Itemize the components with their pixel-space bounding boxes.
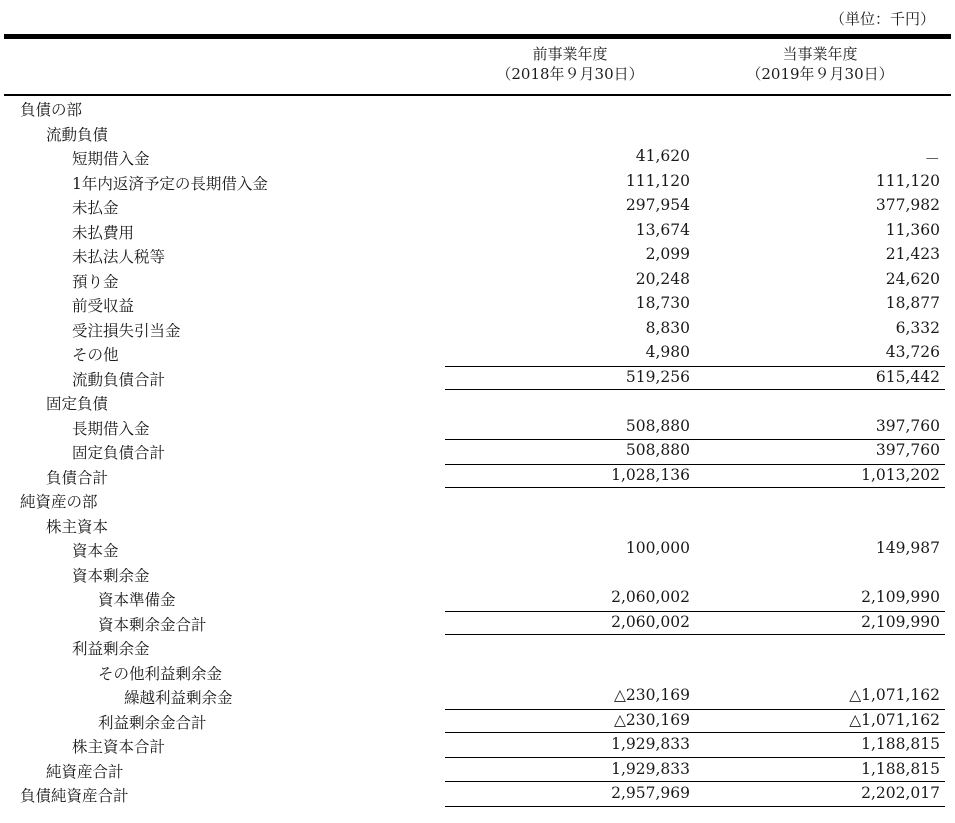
table-row	[0, 96, 955, 121]
value-curr: 21,423	[885, 245, 940, 263]
subtotal-rule	[695, 464, 945, 465]
table-row	[0, 439, 955, 464]
header-prev-title: 前事業年度	[532, 45, 608, 63]
value-curr: 1,013,202	[861, 465, 940, 484]
subtotal-rule	[445, 709, 695, 710]
row-label: 資本金	[72, 542, 119, 560]
value-prev: 519,256	[625, 367, 690, 386]
table-row	[0, 782, 955, 807]
table-row	[0, 292, 955, 317]
table-row	[0, 586, 955, 611]
row-label: 前受収益	[72, 297, 135, 315]
value-prev: 2,060,002	[611, 588, 690, 606]
table-row	[0, 170, 955, 195]
row-label: 1年内返済予定の長期借入金	[72, 174, 268, 193]
value-curr: －	[924, 150, 940, 168]
value-prev: 111,120	[625, 171, 690, 190]
table-row	[0, 562, 955, 587]
row-label: 固定負債	[46, 395, 109, 413]
subtotal-rule	[695, 611, 945, 612]
header-prev-period	[445, 44, 695, 84]
row-label: 預り金	[72, 272, 119, 291]
table-row	[0, 733, 955, 758]
table-row	[0, 390, 955, 415]
table-row	[0, 243, 955, 268]
row-label: 株主資本合計	[72, 738, 166, 756]
value-prev: 4,980	[645, 343, 690, 361]
value-prev: 2,099	[645, 245, 690, 263]
row-label: 純資産の部	[20, 493, 98, 511]
row-label: 負債の部	[20, 101, 83, 119]
value-prev: 8,830	[645, 318, 690, 337]
value-curr: 615,442	[875, 367, 940, 386]
row-label: 未払法人税等	[72, 248, 166, 266]
row-label: 固定負債合計	[72, 444, 166, 462]
header-curr-title: 当事業年度	[782, 45, 858, 63]
table-row	[0, 121, 955, 146]
row-label: 未払金	[72, 199, 119, 217]
table-row	[0, 684, 955, 709]
value-prev: 1,929,833	[611, 735, 690, 753]
value-curr: 2,202,017	[861, 784, 940, 802]
value-prev: 508,880	[625, 441, 690, 459]
value-prev: 41,620	[635, 147, 690, 165]
value-curr: 43,726	[885, 343, 940, 361]
value-prev: 1,929,833	[611, 759, 690, 778]
total-rule	[695, 806, 945, 807]
value-curr: 397,760	[875, 416, 940, 435]
value-curr: 377,982	[875, 196, 940, 214]
row-label: 繰越利益剰余金	[124, 689, 233, 707]
row-label: 長期借入金	[72, 419, 150, 438]
row-label: 流動負債	[46, 125, 109, 144]
table-row	[0, 709, 955, 734]
row-label: 負債純資産合計	[20, 787, 129, 805]
value-prev: 100,000	[625, 539, 690, 557]
table-row	[0, 341, 955, 366]
table-row	[0, 513, 955, 538]
row-label: 資本剰余金合計	[98, 615, 207, 634]
value-prev: 18,730	[635, 294, 690, 312]
value-prev: 508,880	[625, 416, 690, 435]
value-curr: 149,987	[875, 539, 940, 557]
table-row	[0, 194, 955, 219]
table-row	[0, 660, 955, 685]
top-rule	[4, 34, 951, 39]
table-row	[0, 464, 955, 489]
table-row	[0, 219, 955, 244]
unit-label: （単位：千円）	[829, 10, 935, 28]
value-prev: △230,169	[613, 710, 690, 729]
subtotal-rule	[695, 709, 945, 710]
subtotal-rule	[695, 366, 945, 367]
table-row	[0, 415, 955, 440]
value-curr: 18,877	[885, 294, 940, 312]
value-curr: 24,620	[885, 269, 940, 288]
value-curr: 1,188,815	[861, 735, 940, 753]
total-rule	[445, 806, 695, 807]
row-label: 純資産合計	[46, 762, 124, 781]
table-row	[0, 145, 955, 170]
value-prev: 297,954	[625, 196, 690, 214]
table-row	[0, 635, 955, 660]
header-curr-period	[695, 44, 945, 84]
row-label: 利益剰余金	[72, 640, 150, 658]
subtotal-rule	[445, 464, 695, 465]
value-prev: 2,060,002	[611, 612, 690, 631]
value-prev: 1,028,136	[611, 465, 690, 484]
value-curr: 1,188,815	[861, 759, 940, 778]
value-prev: 20,248	[635, 269, 690, 288]
header-prev-date: （2018年９月30日）	[496, 65, 644, 83]
table-row	[0, 537, 955, 562]
row-label: 利益剰余金合計	[98, 713, 207, 732]
header-curr-date: （2019年９月30日）	[746, 65, 894, 83]
row-label: 流動負債合計	[72, 370, 166, 389]
row-label: 未払費用	[72, 223, 135, 242]
table-row	[0, 488, 955, 513]
value-prev: △230,169	[613, 686, 690, 704]
subtotal-rule	[445, 611, 695, 612]
row-label: 負債合計	[46, 468, 109, 487]
row-label: 短期借入金	[72, 150, 150, 168]
row-label: 資本剰余金	[72, 566, 150, 585]
table-row	[0, 317, 955, 342]
row-label: 受注損失引当金	[72, 321, 181, 340]
row-label: その他	[72, 346, 119, 364]
subtotal-rule	[445, 366, 695, 367]
value-curr: 6,332	[895, 318, 940, 337]
row-label: 資本準備金	[98, 591, 176, 609]
table-row	[0, 611, 955, 636]
value-curr: △1,071,162	[849, 710, 940, 729]
value-curr: 397,760	[875, 441, 940, 459]
table-row	[0, 758, 955, 783]
balance-sheet-table	[0, 96, 955, 807]
value-curr: 111,120	[875, 171, 940, 190]
value-curr: 2,109,990	[861, 612, 940, 631]
value-prev: 13,674	[635, 220, 690, 239]
row-label: その他利益剰余金	[98, 664, 223, 683]
value-curr: △1,071,162	[849, 686, 940, 704]
value-curr: 11,360	[885, 220, 940, 239]
subtotal-rule	[695, 439, 945, 440]
subtotal-rule	[445, 439, 695, 440]
table-row	[0, 366, 955, 391]
row-label: 株主資本	[46, 517, 109, 536]
table-row	[0, 268, 955, 293]
value-prev: 2,957,969	[611, 784, 690, 802]
value-curr: 2,109,990	[861, 588, 940, 606]
